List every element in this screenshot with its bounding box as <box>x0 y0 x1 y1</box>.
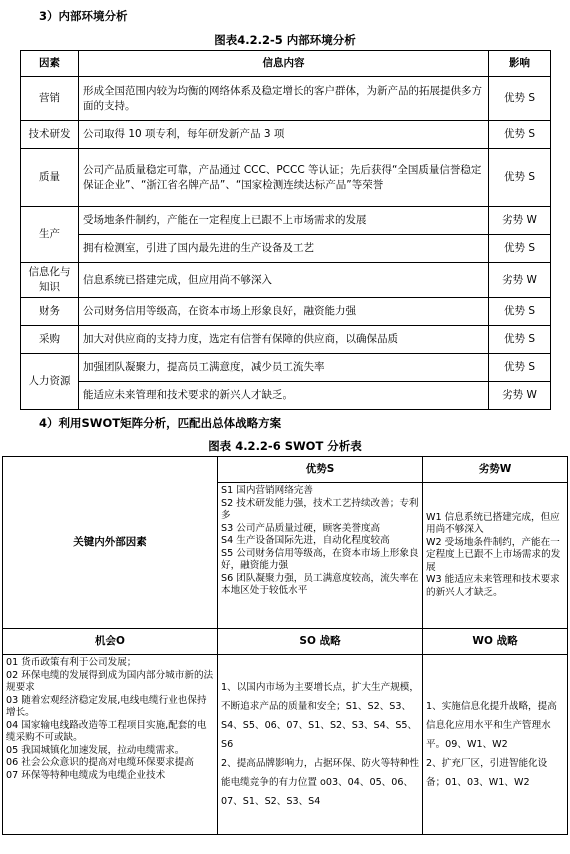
factor-cell: 财务 <box>21 298 79 326</box>
opportunity-item: 02 环保电缆的发展得到成为国内部分城市新的法规要求 <box>6 669 214 693</box>
strength-item: S6 团队凝聚力强，员工满意度较高，流失率在本地区处于较低水平 <box>221 572 419 596</box>
opportunity-item: 07 环保等特种电缆成为电缆企业技术 <box>6 769 166 781</box>
opportunity-item: 06 社会公众意识的提高对电缆环保要求提高 <box>6 757 194 768</box>
content-cell: 加强团队凝聚力，提高员工满意度，减少员工流失率 <box>79 354 489 382</box>
weakness-item: W2 受场地条件制约，产能在一定程度上已跟不上市场需求的发展 <box>426 536 561 573</box>
wo-strategy-cell <box>423 655 568 835</box>
table-row <box>21 354 551 382</box>
opportunity-item: 04 国家输电线路改造等工程项目实施,配套的电缆采购不可或缺。 <box>6 719 207 743</box>
col-header-content: 信息内容 <box>79 51 489 77</box>
wo-strategy-header: WO 战略 <box>423 629 568 655</box>
so-strategy-item: 1、以国内市场为主要增长点，扩大生产规模，不断追求产品的质量和安全；S1、S2、S3、S4、S5、06、07、S1、S2、S3、S4、S5、S6 <box>221 682 419 750</box>
opportunity-item: 05 我国城镇化加速发展，拉动电缆需求。 <box>6 744 185 756</box>
col-header-factor: 因素 <box>21 51 79 77</box>
impact-cell: 劣势 W <box>489 207 551 235</box>
table-header-row <box>21 51 551 77</box>
table-row <box>21 298 551 326</box>
content-cell: 公司产品质量稳定可靠，产品通过 CCC、PCCC 等认证；先后获得“全国质量信誉稳定保证企业”、“浙江省名牌产品”、“国家检测连续达标产品”等荣誉 <box>79 149 489 207</box>
table-row <box>21 121 551 149</box>
table-caption-internal: 图表4.2.2-5 内部环境分析 <box>214 33 356 47</box>
opportunities-cell <box>3 655 218 835</box>
key-factors-label: 关键内外部因素 <box>3 457 218 629</box>
impact-cell: 劣势 W <box>489 382 551 410</box>
swot-header-row <box>3 457 568 483</box>
col-header-impact: 影响 <box>489 51 551 77</box>
strengths-cell <box>218 483 423 629</box>
content-cell: 加大对供应商的支持力度，选定有信誉有保障的供应商，以确保品质 <box>79 326 489 354</box>
content-cell: 拥有检测室，引进了国内最先进的生产设备及工艺 <box>79 235 489 263</box>
wo-strategy-item: 1、实施信息化提升战略，提高信息化应用水平和生产管理水平。09、W1、W2 <box>426 701 557 750</box>
weakness-item: W1 信息系统已搭建完成，但应用尚不够深入 <box>426 511 560 536</box>
strength-header: 优势S <box>218 457 423 483</box>
impact-cell: 优势 S <box>489 235 551 263</box>
table-caption-swot: 图表 4.2.2-6 SWOT 分析表 <box>208 439 362 453</box>
factor-cell: 质量 <box>21 149 79 207</box>
content-cell: 公司财务信用等级高，在资本市场上形象良好，融资能力强 <box>79 298 489 326</box>
opportunity-header: 机会O <box>3 629 218 655</box>
strength-item: S1 国内营销网络完善 <box>221 485 313 496</box>
table-row <box>21 207 551 235</box>
swot-o-row <box>3 655 568 835</box>
section-heading-internal: 3）内部环境分析 <box>39 9 128 23</box>
content-cell: 信息系统已搭建完成，但应用尚不够深入 <box>79 263 489 298</box>
section-heading-swot: 4）利用SWOT矩阵分析，匹配出总体战略方案 <box>39 416 282 430</box>
content-cell: 能适应未来管理和技术要求的新兴人才缺乏。 <box>79 382 489 410</box>
impact-cell: 优势 S <box>489 326 551 354</box>
so-strategy-item: 2、提高品牌影响力，占据环保、防火等特种性能电缆竞争的有力位置 o03、04、05、06、07、S1、S2、S3、S4 <box>221 758 419 807</box>
content-cell: 形成全国范围内较为均衡的网络体系及稳定增长的客户群体，为新产品的拓展提供多方面的支持。 <box>79 77 489 121</box>
factor-cell: 生产 <box>21 207 79 263</box>
content-cell: 受场地条件制约，产能在一定程度上已跟不上市场需求的发展 <box>79 207 489 235</box>
factor-cell: 人力资源 <box>21 354 79 410</box>
table-row <box>21 235 551 263</box>
factor-cell: 技术研发 <box>21 121 79 149</box>
factor-cell: 采购 <box>21 326 79 354</box>
strength-item: S3 公司产品质量过硬，顾客美誉度高 <box>221 522 381 534</box>
factor-cell: 信息化与知识 <box>21 263 79 298</box>
content-cell: 公司取得 10 项专利，每年研发新产品 3 项 <box>79 121 489 149</box>
factor-cell: 营销 <box>21 77 79 121</box>
opportunity-item: 03 随着宏观经济稳定发展,电线电缆行业也保持增长。 <box>6 694 207 718</box>
internal-environment-table <box>20 50 551 410</box>
weakness-header: 劣势W <box>423 457 568 483</box>
impact-cell: 优势 S <box>489 77 551 121</box>
impact-cell: 优势 S <box>489 121 551 149</box>
impact-cell: 优势 S <box>489 354 551 382</box>
swot-table <box>2 456 568 835</box>
swot-o-header-row <box>3 629 568 655</box>
so-strategy-cell <box>218 655 423 835</box>
impact-cell: 劣势 W <box>489 263 551 298</box>
so-strategy-header: SO 战略 <box>218 629 423 655</box>
table-row <box>21 149 551 207</box>
table-row <box>21 382 551 410</box>
weaknesses-cell <box>423 483 568 629</box>
impact-cell: 优势 S <box>489 298 551 326</box>
strength-item: S5 公司财务信用等级高，在资本市场上形象良好，融资能力强 <box>221 547 419 571</box>
opportunity-item: 01 货币政策有利于公司发展； <box>6 657 137 668</box>
strength-item: S2 技术研发能力强，技术工艺持续改善；专利多 <box>221 497 419 521</box>
table-row <box>21 326 551 354</box>
table-row <box>21 263 551 298</box>
weakness-item: W3 能适应未来管理和技术要求的新兴人才缺乏。 <box>426 574 560 598</box>
impact-cell: 优势 S <box>489 149 551 207</box>
strength-item: S4 生产设备国际先进，自动化程度较高 <box>221 535 390 546</box>
wo-strategy-item: 2、扩充厂区，引进智能化设备；01、03、W1、W2 <box>426 758 548 788</box>
table-row <box>21 77 551 121</box>
